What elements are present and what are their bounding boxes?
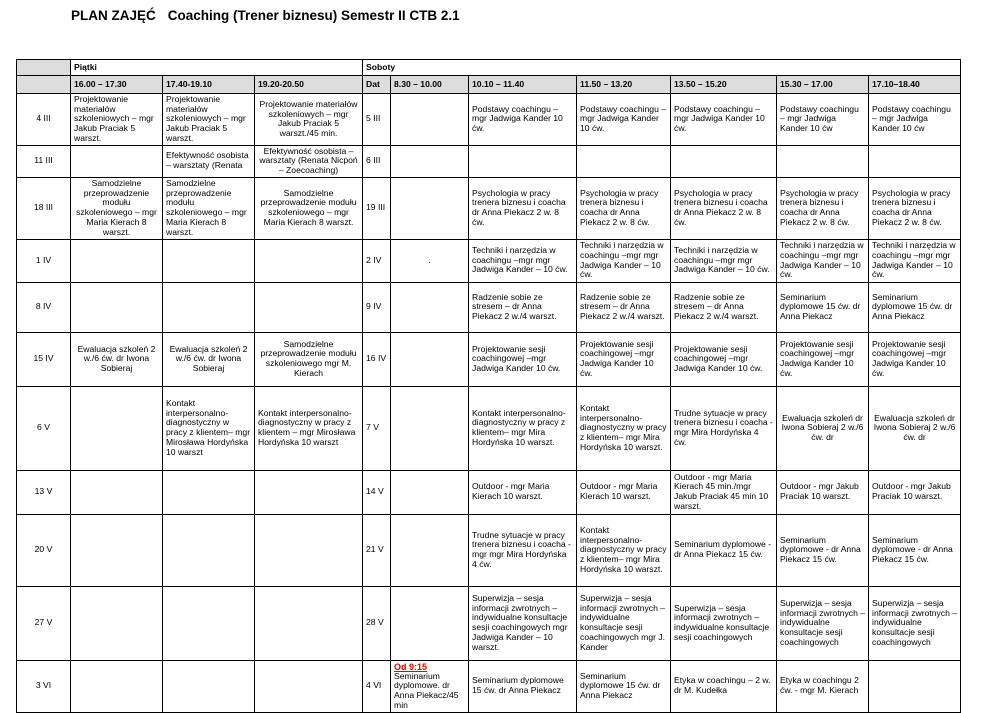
saturday-class: Trudne sytuacje w pracy trenera biznesu i coacha - mgr Mira Hordyńska 4 ćw. [671, 386, 777, 470]
friday-class [71, 514, 163, 586]
saturday-class: Outdoor - mgr Maria Kierach 10 warszt. [577, 470, 671, 514]
saturday-class: Superwizja – sesja informacji zwrotnych – indywidualne konsultacje sesji coachingowych [869, 586, 961, 660]
sat-time-header: 15.30 – 17.00 [777, 76, 869, 94]
saturday-class: Ewaluacja szkoleń dr Iwona Sobieraj 2 w./6 ćw. dr [869, 386, 961, 470]
saturday-class: Seminarium dyplomowe 15 ćw. dr Anna Piekacz [869, 282, 961, 332]
saturday-class: Seminarium dyplomowe 15 ćw. dr Anna Piekacz [469, 660, 577, 712]
saturday-date: 2 IV [363, 239, 391, 282]
friday-class [255, 660, 363, 712]
friday-class [71, 239, 163, 282]
table-row [17, 514, 961, 586]
friday-class [71, 386, 163, 470]
saturday-class-text: Seminarium dyplomowe. dr Anna Piekacz/45 min [394, 670, 459, 710]
saturday-class: Techniki i narzędzia w coachingu –mgr mgr Jadwiga Kander – 10 ćw. [869, 239, 961, 282]
friday-class [255, 470, 363, 514]
saturday-class: Projektowanie sesji coachingowej –mgr Jadwiga Kander 10 ćw. [777, 332, 869, 386]
saturday-class: Projektowanie sesji coachingowej –mgr Jadwiga Kander 10 ćw. [869, 332, 961, 386]
friday-class [71, 586, 163, 660]
friday-class [71, 282, 163, 332]
saturday-class [391, 470, 469, 514]
fri-time-header: 19.20-20.50 [255, 76, 363, 94]
friday-class: Samodzielne przeprowadzenie modułu szkoleniowego – mgr Maria Kierach 8 warszt. [255, 177, 363, 239]
saturday-date: 16 IV [363, 332, 391, 386]
saturday-class: Ewaluacja szkoleń dr Iwona Sobieraj 2 w./6 ćw. dr [777, 386, 869, 470]
saturday-date: 9 IV [363, 282, 391, 332]
saturday-class: Kontakt interpersonalno-diagnostyczny w pracy z klientem– mgr Mira Hordyńska 10 warszt. [469, 386, 577, 470]
saturday-date: 14 V [363, 470, 391, 514]
corner-cell-2 [17, 76, 71, 94]
saturday-class: Projektowanie sesji coachingowej –mgr Jadwiga Kander 10 ćw. [469, 332, 577, 386]
saturday-class: Psychologia w pracy trenera biznesu i coacha dr Anna Piekacz 2 w. 8 ćw. [469, 177, 577, 239]
saturday-class: . [391, 239, 469, 282]
table-row [17, 177, 961, 239]
friday-date: 4 III [17, 94, 71, 146]
friday-class [163, 514, 255, 586]
friday-date: 3 VI [17, 660, 71, 712]
friday-date: 20 V [17, 514, 71, 586]
title-sub: Coaching (Trener biznesu) Semestr II CTB 2.1 [167, 8, 460, 23]
friday-date: 15 IV [17, 332, 71, 386]
friday-date: 8 IV [17, 282, 71, 332]
saturday-class [391, 514, 469, 586]
saturday-class [469, 145, 577, 177]
sat-time-header: 17.10–18.40 [869, 76, 961, 94]
saturday-class: Techniki i narzędzia w coachingu –mgr mgr Jadwiga Kander – 10 ćw. [671, 239, 777, 282]
friday-class [163, 239, 255, 282]
friday-class: Samodzielne przeprowadzenie modułu szkoleniowego – mgr Maria Kierach 8 warszt. [71, 177, 163, 239]
saturday-class [391, 177, 469, 239]
fridays-header: Piątki [71, 60, 363, 76]
saturday-date: 4 VI [363, 660, 391, 712]
saturday-class: Psychologia w pracy trenera biznesu i coacha dr Anna Piekacz 2 w. 8 ćw. [671, 177, 777, 239]
saturday-date: 21 V [363, 514, 391, 586]
saturday-class: Podstawy coachingu – mgr Jadwiga Kander 10 ćw. [469, 94, 577, 146]
sat-time-header: 11.50 – 13.20 [577, 76, 671, 94]
saturday-class: Podstawy coachingu – mgr Jadwiga Kander 10 ćw [777, 94, 869, 146]
friday-class: Efektywność osobista – warsztaty (Renata [163, 145, 255, 177]
friday-class: Kontakt interpersonalno-diagnostyczny w pracy z klientem– mgr Mirosława Hordyńska 10 warszt [163, 386, 255, 470]
table-row [17, 386, 961, 470]
start-time-note: Od 9:15 [394, 661, 428, 672]
saturday-date: 5 III [363, 94, 391, 146]
friday-class [255, 239, 363, 282]
sat-time-header: 8.30 – 10.00 [391, 76, 469, 94]
saturday-class: Podstawy coachingu – mgr Jadwiga Kander 10 ćw [869, 94, 961, 146]
saturday-class: Podstawy coachingu – mgr Jadwiga Kander 10 ćw. [671, 94, 777, 146]
saturday-class: Seminarium dyplomowe 15 ćw. dr Anna Piekacz [777, 282, 869, 332]
friday-date: 18 III [17, 177, 71, 239]
table-row [17, 282, 961, 332]
friday-class: Projektowanie materiałów szkoleniowych – mgr Jakub Praciak 5 warszt. [163, 94, 255, 146]
saturday-class [671, 145, 777, 177]
saturday-class: Projektowanie sesji coachingowej –mgr Jadwiga Kander 10 ćw. [671, 332, 777, 386]
friday-class [163, 660, 255, 712]
sat-date-header: Dat [363, 76, 391, 94]
saturday-class: Psychologia w pracy trenera biznesu i coacha dr Anna Piekacz 2 w. 8 ćw. [577, 177, 671, 239]
friday-class: Projektowanie materiałów szkoleniowych – mgr Jakub Praciak 5 warszt./45 min. [255, 94, 363, 146]
saturdays-header: Soboty [363, 60, 961, 76]
saturday-class: Radzenie sobie ze stresem – dr Anna Piekacz 2 w./4 warszt. [671, 282, 777, 332]
saturday-class: Projektowanie sesji coachingowej –mgr Jadwiga Kander 10 ćw. [577, 332, 671, 386]
saturday-class: Seminarium dyplomowe 15 ćw. dr Anna Piekacz [577, 660, 671, 712]
friday-date: 13 V [17, 470, 71, 514]
sat-time-header: 10.10 – 11.40 [469, 76, 577, 94]
saturday-date: 28 V [363, 586, 391, 660]
saturday-class: Seminarium dyplomowe - dr Anna Piekacz 15 ćw. [869, 514, 961, 586]
table-row [17, 470, 961, 514]
table-row [17, 332, 961, 386]
corner-cell [17, 60, 71, 76]
friday-class: Kontakt interpersonalno-diagnostyczny w pracy z klientem – mgr Mirosława Hordyńska 10 warszt [255, 386, 363, 470]
fri-time-header: 16.00 – 17.30 [71, 76, 163, 94]
table-row [17, 239, 961, 282]
friday-class [255, 514, 363, 586]
saturday-class [577, 145, 671, 177]
friday-class [255, 586, 363, 660]
saturday-class: Trudne sytuacje w pracy trenera biznesu i coacha - mgr mgr Mira Hordyńska 4 ćw. [469, 514, 577, 586]
saturday-class: Radzenie sobie ze stresem – dr Anna Piekacz 2 w./4 warszt. [577, 282, 671, 332]
saturday-class: Techniki i narzędzia w coachingu –mgr mgr Jadwiga Kander – 10 ćw. [777, 239, 869, 282]
saturday-class: Seminarium dyplomowe - dr Anna Piekacz 15 ćw. [777, 514, 869, 586]
saturday-date: 6 III [363, 145, 391, 177]
saturday-class [391, 332, 469, 386]
table-row [17, 586, 961, 660]
saturday-class [869, 145, 961, 177]
saturday-class [391, 282, 469, 332]
saturday-class [777, 145, 869, 177]
schedule-table [16, 59, 961, 713]
saturday-date: 19 III [363, 177, 391, 239]
saturday-class: Kontakt interpersonalno-diagnostyczny w pracy z klientem– mgr Mira Hordyńska 10 warszt. [577, 514, 671, 586]
friday-class: Projektowanie materiałów szkoleniowych – mgr Jakub Praciak 5 warszt. [71, 94, 163, 146]
friday-class [163, 586, 255, 660]
table-row [17, 94, 961, 146]
friday-class: Samodzielne przeprowadzenie modułu szkoleniowego mgr M. Kierach [255, 332, 363, 386]
time-header-row [17, 76, 961, 94]
saturday-class: Outdoor - mgr Maria Kierach 45 min./mgr Jakub Praciak 45 min 10 warszt. [671, 470, 777, 514]
saturday-class [869, 660, 961, 712]
friday-class [163, 282, 255, 332]
saturday-class: Techniki i narzędzia w coachingu –mgr mgr Jadwiga Kander – 10 ćw. [577, 239, 671, 282]
friday-date: 6 V [17, 386, 71, 470]
saturday-class: Kontakt interpersonalno-diagnostyczny w pracy z klientem– mgr Mira Hordyńska 10 warszt. [577, 386, 671, 470]
saturday-class: Outdoor - mgr Maria Kierach 10 warszt. [469, 470, 577, 514]
friday-date: 1 IV [17, 239, 71, 282]
friday-class [71, 470, 163, 514]
friday-date: 11 III [17, 145, 71, 177]
saturday-class: Superwizja – sesja informacji zwrotnych – indywidualne konsultacje sesji coachingowych mgr Jadwiga Kander – 10 warszt. [469, 586, 577, 660]
saturday-class: Podstawy coachingu – mgr Jadwiga Kander 10 ćw. [577, 94, 671, 146]
sat-time-header: 13.50 – 15.20 [671, 76, 777, 94]
friday-class [71, 660, 163, 712]
saturday-class: Etyka w coachingu – 2 w. dr M. Kudełka [671, 660, 777, 712]
saturday-class [391, 586, 469, 660]
friday-class [255, 282, 363, 332]
saturday-class: Techniki i narzędzia w coachingu –mgr mgr Jadwiga Kander – 10 ćw. [469, 239, 577, 282]
fri-time-header: 17.40-19.10 [163, 76, 255, 94]
title-main: PLAN ZAJĘĆ [71, 8, 156, 23]
saturday-class: Etyka w coachingu 2 ćw. - mgr M. Kierach [777, 660, 869, 712]
saturday-class [391, 94, 469, 146]
table-row [17, 660, 961, 712]
friday-class: Efektywność osobista – warsztaty (Renata Nicpoń – Zoecoaching) [255, 145, 363, 177]
saturday-class: Psychologia w pracy trenera biznesu i coacha dr Anna Piekacz 2 w. 8 ćw. [869, 177, 961, 239]
saturday-class: Psychologia w pracy trenera biznesu i coacha dr Anna Piekacz 2 w. 8 ćw. [777, 177, 869, 239]
table-row [17, 145, 961, 177]
saturday-class [391, 145, 469, 177]
friday-date: 27 V [17, 586, 71, 660]
saturday-class: Superwizja – sesja informacji zwrotnych – indywidualne konsultacje sesji coachingowych [777, 586, 869, 660]
saturday-class: Seminarium dyplomowe - dr Anna Piekacz 15 ćw. [671, 514, 777, 586]
saturday-class: Radzenie sobie ze stresem – dr Anna Piekacz 2 w./4 warszt. [469, 282, 577, 332]
saturday-class: Outdoor - mgr Jakub Praciak 10 warszt. [777, 470, 869, 514]
saturday-date: 7 V [363, 386, 391, 470]
friday-class [71, 145, 163, 177]
saturday-class: Superwizja – sesja informacji zwrotnych – indywidualne konsultacje sesji coachingowych mgr J. Kander [577, 586, 671, 660]
friday-class [163, 470, 255, 514]
friday-class: Ewaluacja szkoleń 2 w./6 ćw. dr Iwona Sobieraj [71, 332, 163, 386]
saturday-class: Superwizja – sesja informacji zwrotnych – indywidualne konsultacje sesji coachingowych [671, 586, 777, 660]
page-title [71, 8, 460, 23]
saturday-class: Outdoor - mgr Jakub Praciak 10 warszt. [869, 470, 961, 514]
saturday-class [391, 660, 469, 712]
saturday-class [391, 386, 469, 470]
friday-class: Ewaluacja szkoleń 2 w./6 ćw. dr Iwona Sobieraj [163, 332, 255, 386]
section-header-row [17, 60, 961, 76]
friday-class: Samodzielne przeprowadzenie modułu szkoleniowego – mgr Maria Kierach 8 warszt. [163, 177, 255, 239]
